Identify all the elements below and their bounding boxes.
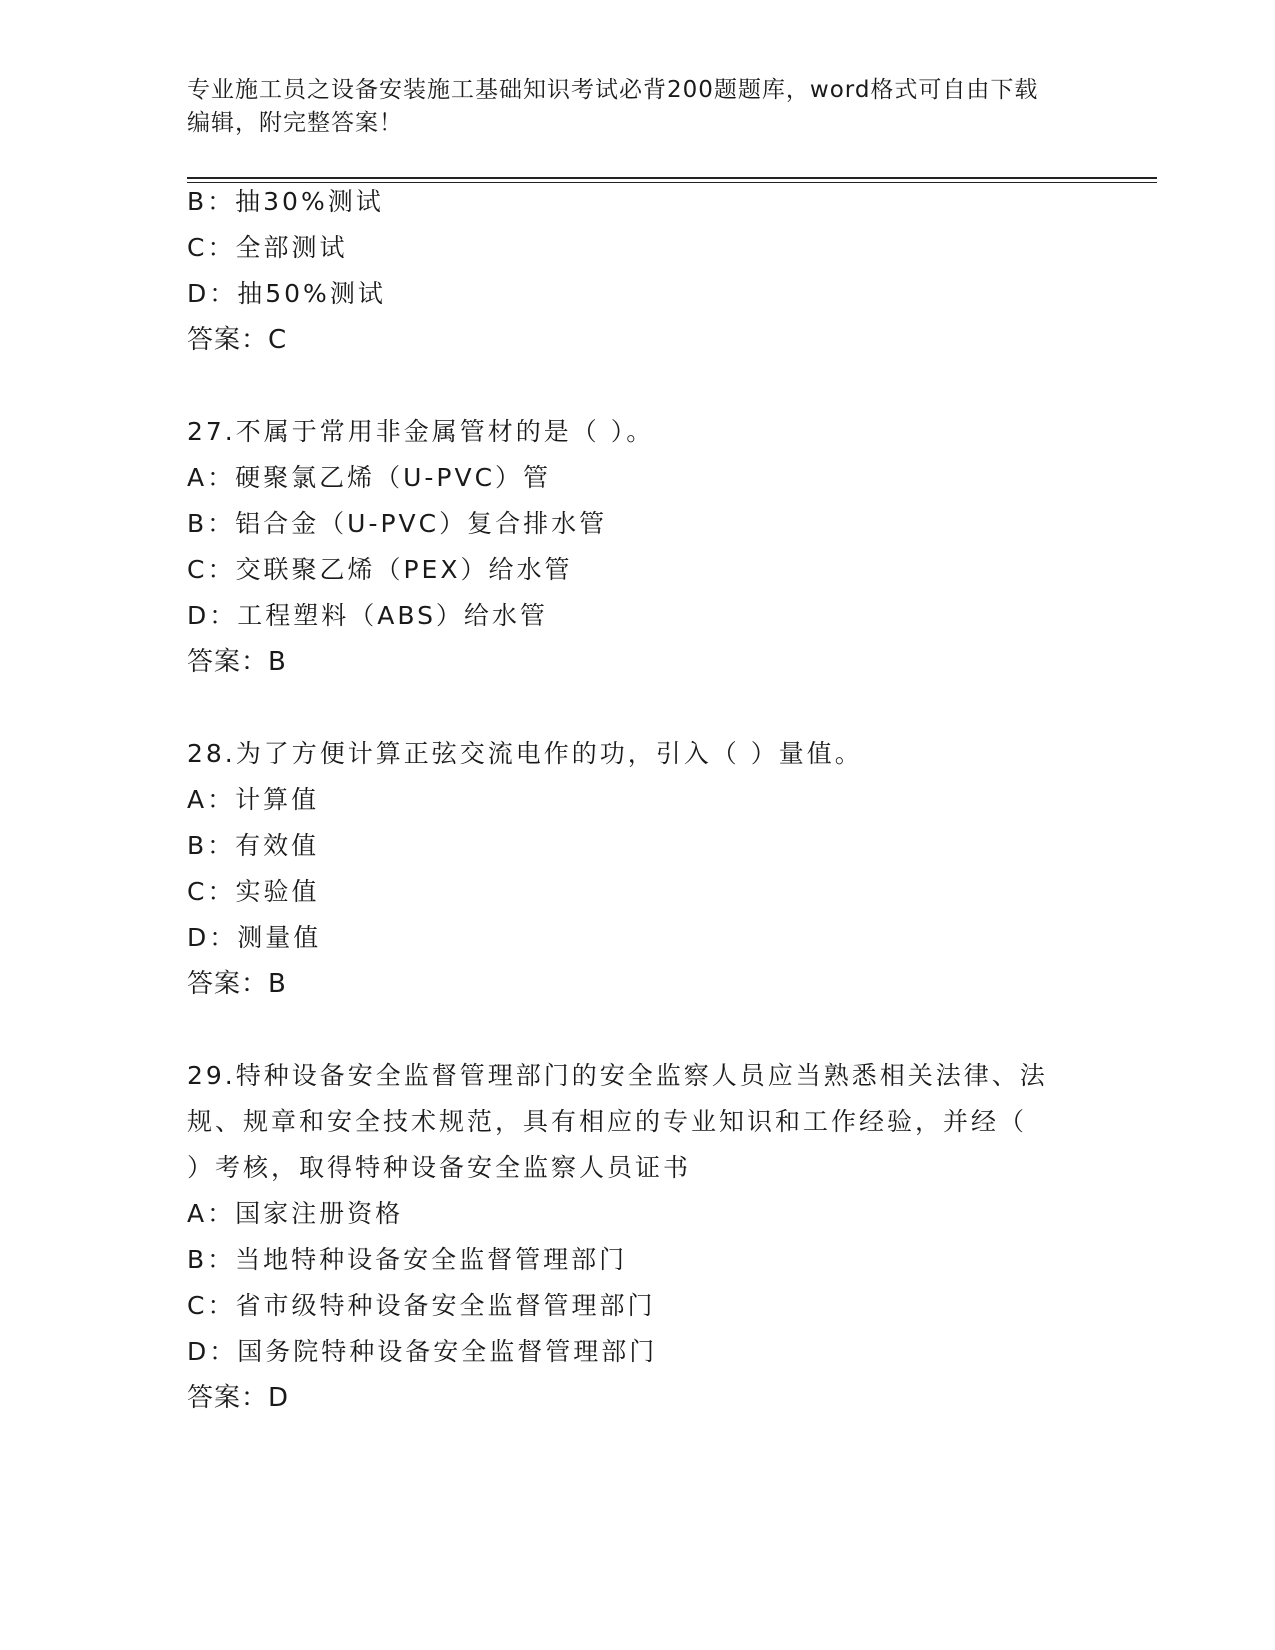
option-a: A：计算值 bbox=[187, 785, 320, 814]
spacer bbox=[187, 685, 1087, 731]
document-page bbox=[187, 0, 1157, 1650]
option-b: B：抽30%测试 bbox=[187, 187, 384, 216]
answer: 答案：C bbox=[187, 325, 288, 355]
document-header bbox=[187, 74, 1087, 140]
option-d: D：国务院特种设备安全监督管理部门 bbox=[187, 1337, 658, 1366]
option-d: D：工程塑料（ABS）给水管 bbox=[187, 601, 548, 630]
question-text-line-1: 29.特种设备安全监督管理部门的安全监察人员应当熟悉相关法律、法 bbox=[187, 1061, 1048, 1090]
option-b: B：有效值 bbox=[187, 831, 320, 860]
option-c: C：全部测试 bbox=[187, 233, 348, 262]
question-27 bbox=[187, 409, 1087, 685]
option-d: D：测量值 bbox=[187, 923, 322, 952]
question-text: 27.不属于常用非金属管材的是（ ）。 bbox=[187, 417, 655, 446]
option-a: A：国家注册资格 bbox=[187, 1199, 404, 1228]
spacer bbox=[187, 363, 1087, 409]
question-28 bbox=[187, 731, 1087, 1007]
option-a: A：硬聚氯乙烯（U-PVC）管 bbox=[187, 463, 552, 492]
question-text-line-3: ）考核，取得特种设备安全监察人员证书 bbox=[187, 1153, 692, 1182]
header-title-line-1: 专业施工员之设备安装施工基础知识考试必背200题题库，word格式可自由下载 bbox=[187, 77, 1039, 103]
answer: 答案：B bbox=[187, 969, 287, 999]
answer: 答案：B bbox=[187, 647, 287, 677]
option-c: C：实验值 bbox=[187, 877, 320, 906]
option-d: D：抽50%测试 bbox=[187, 279, 386, 308]
option-c: C：省市级特种设备安全监督管理部门 bbox=[187, 1291, 656, 1320]
answer: 答案：D bbox=[187, 1383, 290, 1413]
question-list bbox=[187, 179, 1087, 1421]
option-c: C：交联聚乙烯（PEX）给水管 bbox=[187, 555, 573, 584]
question-26-tail bbox=[187, 179, 1087, 363]
spacer bbox=[187, 1007, 1087, 1053]
question-text-line-2: 规、规章和安全技术规范，具有相应的专业知识和工作经验，并经（ bbox=[187, 1107, 1028, 1136]
option-b: B：当地特种设备安全监督管理部门 bbox=[187, 1245, 628, 1274]
question-text: 28.为了方便计算正弦交流电作的功，引入（ ）量值。 bbox=[187, 739, 863, 768]
question-29 bbox=[187, 1053, 1087, 1421]
option-b: B：铝合金（U-PVC）复合排水管 bbox=[187, 509, 608, 538]
header-title-line-2: 编辑，附完整答案！ bbox=[187, 110, 403, 136]
